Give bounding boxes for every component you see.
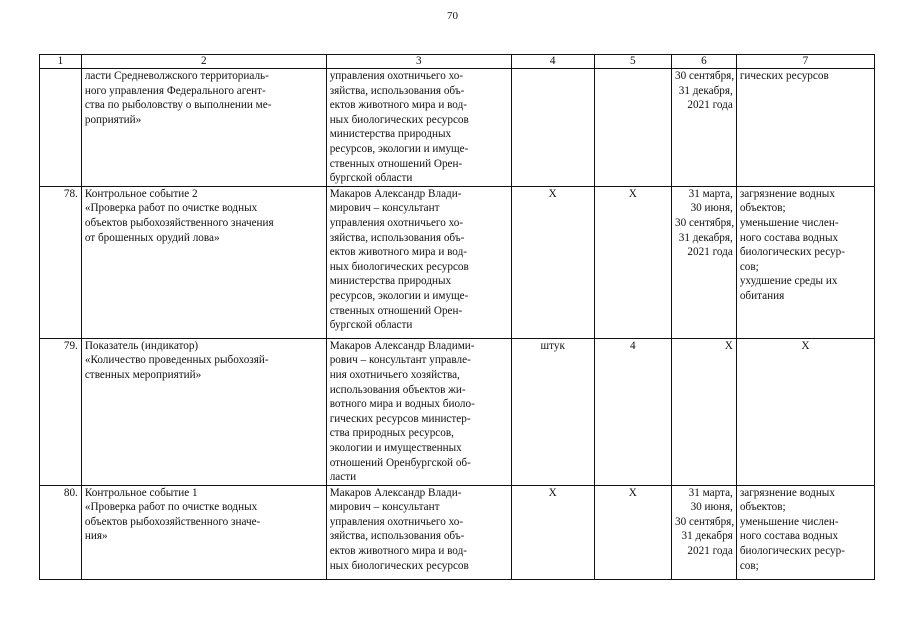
header-cell-6: 6 [671, 55, 736, 69]
risks-cell-line: биологических ресур- [739, 545, 845, 558]
unit-cell: Х [511, 485, 594, 579]
responsible-cell-line: зяйства, использования объ- [329, 231, 465, 244]
unit-cell [511, 69, 594, 187]
risks-cell-line: ного состава водных [739, 231, 839, 244]
deadline-cell-line: 30 сентября, [674, 70, 735, 82]
deadline-cell-line: 2021 года [687, 246, 733, 259]
responsible-cell-line: бургской области [329, 319, 413, 332]
risks-cell-line: загрязнение водных [739, 486, 835, 499]
responsible-cell [326, 186, 511, 338]
value-cell: Х [594, 485, 671, 579]
header-cell-2: 2 [81, 55, 326, 69]
responsible-cell-line: ственных отношений Орен- [329, 157, 463, 170]
header-cell-5: 5 [594, 55, 671, 69]
deadline-cell [671, 338, 736, 485]
responsible-cell-line: Макаров Александр Влади- [329, 486, 462, 499]
event-name-cell-line: Контрольное событие 1 [84, 486, 198, 499]
table-row [40, 485, 875, 579]
responsible-cell-line: вотного мира и водных биоло- [329, 398, 475, 411]
responsible-cell-line: Макаров Александр Влади- [329, 187, 462, 200]
row-number-cell [40, 69, 82, 187]
deadline-cell-line: 30 сентября, [674, 515, 735, 528]
responsible-cell-line: зяйства, использования объ- [329, 84, 465, 97]
header-cell-3: 3 [326, 55, 511, 69]
row-number-cell: 79. [40, 338, 82, 485]
risks-cell-line: обитания [739, 289, 785, 302]
risks-cell-line: сов; [739, 559, 759, 572]
table-row [40, 69, 875, 187]
responsible-cell-line: управления охотничьего хо- [329, 70, 464, 82]
event-name-cell [81, 69, 326, 187]
value-cell: 4 [594, 338, 671, 485]
deadline-cell-line: 31 декабря, [678, 84, 733, 97]
responsible-cell-line: отношений Оренбургской об- [329, 456, 471, 469]
event-name-cell-line: ного управления Федерального агент- [84, 84, 266, 97]
responsible-cell-line: ресурсов, экологии и имуще- [329, 142, 469, 155]
responsible-cell-line: ственных отношений Орен- [329, 304, 463, 317]
responsible-cell-line: ектов животного мира и вод- [329, 99, 467, 112]
responsible-cell-line: ласти [329, 471, 357, 484]
responsible-cell-line: ектов животного мира и вод- [329, 545, 467, 558]
responsible-cell-line: гических ресурсов министер- [329, 412, 471, 425]
responsible-cell-line: рович – консультант управле- [329, 354, 471, 367]
risks-cell-line: объектов; [739, 202, 786, 215]
event-name-cell-line: «Проверка работ по очистке водных [84, 501, 258, 514]
risks-cell-line: Х [801, 339, 810, 352]
responsible-cell-line: зяйства, использования объ- [329, 530, 465, 543]
responsible-cell-line: ния охотничьего хозяйства, [329, 368, 460, 381]
deadline-cell [671, 69, 736, 187]
responsible-cell-line: мирович – консультант [329, 501, 440, 514]
event-name-cell [81, 338, 326, 485]
event-name-cell-line: ния» [84, 530, 108, 543]
deadline-cell-line: 31 марта, [688, 187, 733, 200]
header-cell-7: 7 [736, 55, 874, 69]
deadline-cell-line: Х [724, 339, 733, 352]
responsible-cell [326, 69, 511, 187]
deadline-cell [671, 186, 736, 338]
event-name-cell-line: роприятий» [84, 113, 142, 126]
responsible-cell-line: мирович – консультант [329, 202, 440, 215]
responsible-cell-line: министерства природных [329, 275, 452, 288]
event-name-cell [81, 485, 326, 579]
event-name-cell-line: ства по рыболовству о выполнении ме- [84, 99, 272, 112]
risks-cell-line: биологических ресур- [739, 246, 845, 259]
risks-cell-line: гических ресурсов [739, 70, 829, 82]
table-row [40, 186, 875, 338]
risks-cell [736, 485, 874, 579]
risks-cell [736, 69, 874, 187]
table-header-row [40, 55, 875, 69]
event-name-cell-line: объектов рыбохозяйственного значе- [84, 515, 261, 528]
responsible-cell [326, 338, 511, 485]
risks-cell-line: объектов; [739, 501, 786, 514]
responsible-cell-line: ресурсов, экологии и имуще- [329, 289, 469, 302]
deadline-cell-line: 30 июня, [690, 501, 733, 514]
risks-cell [736, 338, 874, 485]
row-number-cell: 78. [40, 186, 82, 338]
risks-cell-line: уменьшение числен- [739, 216, 839, 229]
unit-cell: Х [511, 186, 594, 338]
event-name-cell-line: Показатель (индикатор) [84, 339, 199, 352]
plan-table [39, 54, 875, 580]
responsible-cell-line: министерства природных [329, 128, 452, 141]
responsible-cell-line: управления охотничьего хо- [329, 216, 464, 229]
deadline-cell-line: 30 июня, [690, 202, 733, 215]
risks-cell-line: сов; [739, 260, 759, 273]
responsible-cell-line: Макаров Александр Владими- [329, 339, 475, 352]
unit-cell: штук [511, 338, 594, 485]
responsible-cell-line: ных биологических ресурсов [329, 559, 469, 572]
page-number: 70 [447, 10, 458, 22]
deadline-cell-line: 2021 года [687, 99, 733, 112]
risks-cell-line: уменьшение числен- [739, 515, 839, 528]
deadline-cell-line: 31 декабря, [678, 231, 733, 244]
responsible-cell-line: ных биологических ресурсов [329, 260, 469, 273]
deadline-cell-line: 2021 года [687, 545, 733, 558]
event-name-cell-line: от брошенных орудий лова» [84, 231, 220, 244]
deadline-cell [671, 485, 736, 579]
risks-cell-line: ухудшение среды их [739, 275, 838, 288]
risks-cell [736, 186, 874, 338]
event-name-cell-line: Контрольное событие 2 [84, 187, 198, 200]
responsible-cell-line: ства природных ресурсов, [329, 427, 454, 440]
header-cell-1: 1 [40, 55, 82, 69]
responsible-cell-line: экологии и имущественных [329, 441, 462, 454]
responsible-cell-line: использования объектов жи- [329, 383, 466, 396]
header-cell-4: 4 [511, 55, 594, 69]
value-cell [594, 69, 671, 187]
responsible-cell-line: управления охотничьего хо- [329, 515, 464, 528]
event-name-cell-line: «Количество проведенных рыбохозяй- [84, 354, 269, 367]
event-name-cell [81, 186, 326, 338]
deadline-cell-line: 31 декабря [681, 530, 733, 543]
event-name-cell-line: ственных мероприятий» [84, 368, 202, 381]
event-name-cell-line: объектов рыбохозяйственного значения [84, 216, 274, 229]
event-name-cell-line: «Проверка работ по очистке водных [84, 202, 258, 215]
deadline-cell-line: 30 сентября, [674, 216, 735, 229]
responsible-cell-line: ектов животного мира и вод- [329, 246, 467, 259]
row-number-cell: 80. [40, 485, 82, 579]
deadline-cell-line: 31 марта, [688, 486, 733, 499]
responsible-cell [326, 485, 511, 579]
event-name-cell-line: ласти Средневолжского территориаль- [84, 70, 269, 82]
responsible-cell-line: ных биологических ресурсов [329, 113, 469, 126]
responsible-cell-line: бургской области [329, 172, 413, 185]
risks-cell-line: загрязнение водных [739, 187, 835, 200]
risks-cell-line: ного состава водных [739, 530, 839, 543]
table-row [40, 338, 875, 485]
value-cell: Х [594, 186, 671, 338]
